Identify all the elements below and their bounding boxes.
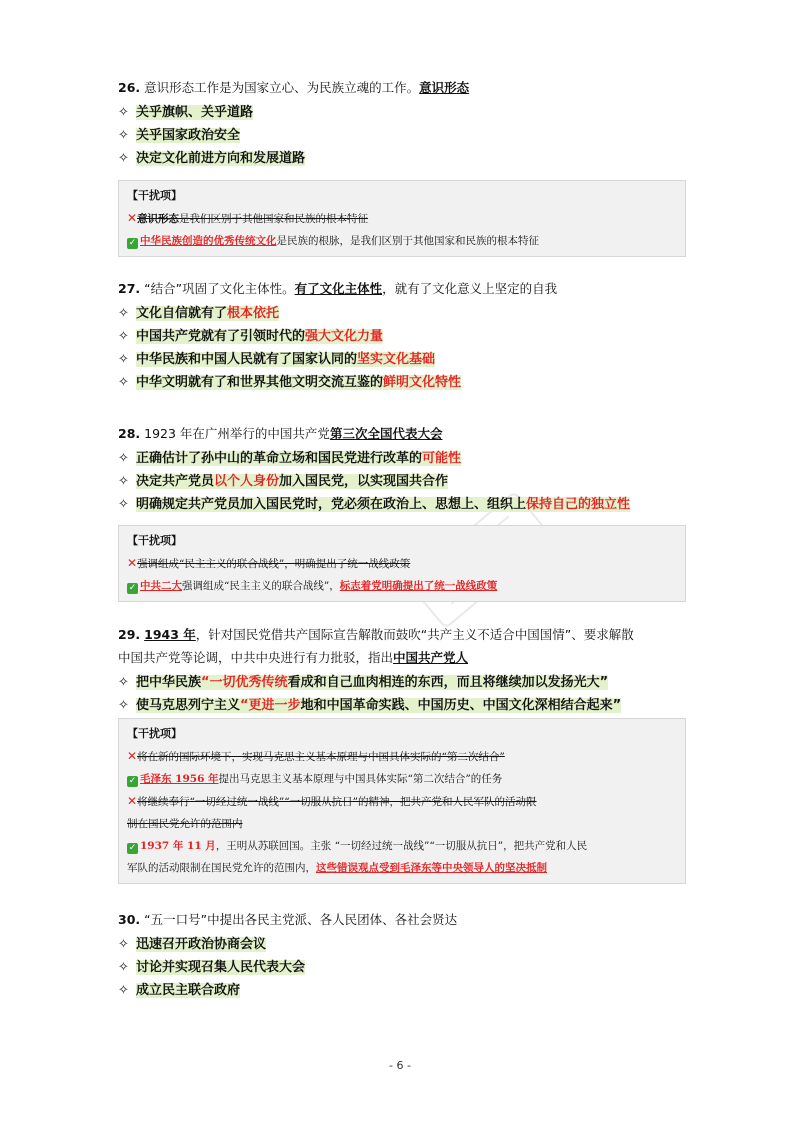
distractor-box — [118, 525, 686, 602]
wrong-statement: ✕将继续奉行“一切经过统一战线”“一切服从抗日”的精神，把共产党和人民军队的活动限 — [127, 794, 537, 808]
question-number: 29. — [118, 627, 141, 642]
cross-icon: ✕ — [127, 749, 138, 763]
diamond-icon: ✧ — [118, 352, 129, 367]
diamond-icon: ✧ — [118, 675, 129, 690]
question-30: 30. “五一口号”中提出各民主党派、各人民团体、各社会贤达 ✧ 迅速召开政治协商会议 ✧ 讨论并实现召集人民代表大会 ✧ 成立民主联合政府 — [118, 910, 457, 1002]
question-number: 30. — [118, 912, 141, 927]
diamond-icon: ✧ — [118, 474, 129, 489]
question-number: 28. — [118, 426, 141, 441]
wrong-statement: ✕意识形态是我们区别于其他国家和民族的根本特征 — [127, 211, 369, 225]
question-28: 28. 1923 年在广州举行的中国共产党第三次全国代表大会 ✧ 正确估计了孙中山的革命立场和国民党进行改革的可能性 ✧ 决定共产党员以个人身份加入国民党，以实现国共合作 ✧ 明确规定共产党员加入国民党时，党必须在政治上、思想上、组织上保持自己的独立性 — [118, 424, 630, 516]
list-item: ✧ 成立民主联合政府 — [118, 979, 457, 1002]
list-item: ✧ 决定文化前进方向和发展道路 — [118, 147, 469, 170]
wrong-statement: ✕强调组成“民主主义的联合战线”，明确提出了统一战线政策 — [127, 556, 411, 570]
diamond-icon: ✧ — [118, 151, 129, 166]
diamond-icon: ✧ — [118, 105, 129, 120]
diamond-icon: ✧ — [118, 306, 129, 321]
cross-icon: ✕ — [127, 211, 138, 225]
wrong-statement-continued: 制在国民党允许的范围内 — [127, 818, 243, 830]
list-item: ✧ 正确估计了孙中山的革命立场和国民党进行改革的可能性 — [118, 447, 630, 470]
question-number: 26. — [118, 80, 141, 95]
box-title: 【干扰项】 — [127, 189, 182, 202]
diamond-icon: ✧ — [118, 497, 129, 512]
right-statement: ✓ 中华民族创造的优秀传统文化是民族的根脉，是我们区别于其他国家和民族的根本特征 — [128, 235, 539, 248]
list-item: ✧ 把中华民族“一切优秀传统看成和自己血肉相连的东西，而且将继续加以发扬光大” — [118, 671, 634, 694]
diamond-icon: ✧ — [118, 983, 129, 998]
list-item: ✧ 明确规定共产党员加入国民党时，党必须在政治上、思想上、组织上保持自己的独立性 — [118, 493, 630, 516]
list-item: ✧ 使马克思列宁主义“更进一步地和中国革命实践、中国历史、中国文化深相结合起来” — [118, 694, 634, 717]
list-item: ✧ 决定共产党员以个人身份加入国民党，以实现国共合作 — [118, 470, 630, 493]
cross-icon: ✕ — [127, 556, 138, 570]
check-icon: ✓ — [128, 843, 137, 853]
distractor-box — [118, 180, 686, 257]
box-title: 【干扰项】 — [127, 534, 182, 547]
right-statement-continued: 军队的活动限制在国民党允许的范围内，这些错误观点受到毛泽东等中央领导人的坚决抵制 — [127, 862, 547, 874]
diamond-icon: ✧ — [118, 128, 129, 143]
check-icon: ✓ — [128, 583, 137, 593]
check-icon: ✓ — [128, 776, 137, 786]
diamond-icon: ✧ — [118, 960, 129, 975]
list-item: ✧ 文化自信就有了根本依托 — [118, 302, 557, 325]
wrong-statement: ✕将在新的国际环境下，实现马克思主义基本原理与中国具体实际的“第二次结合” — [127, 749, 505, 763]
list-item: ✧ 中华文明就有了和世界其他文明交流互鉴的鲜明文化特性 — [118, 371, 557, 394]
question-29: 29. 1943 年，针对国民党借共产国际宣告解散而鼓吹“共产主义不适合中国国情”、要求解散 中国共产党等论调，中共中央进行有力批驳，指出中国共产党人 ✧ 把中华民族“一切优秀传统看成和自己血肉相连的东西，而且将继续加以发扬光大” ✧ 使马克思列宁主义“更进一步地和中国革命实践、中国历史、中国文化深相结合起来” — [118, 625, 634, 717]
list-item: ✧ 中华民族和中国人民就有了国家认同的坚实文化基础 — [118, 348, 557, 371]
diamond-icon: ✧ — [118, 451, 129, 466]
list-item: ✧ 关乎国家政治安全 — [118, 124, 469, 147]
check-icon: ✓ — [128, 238, 137, 248]
question-26 — [118, 78, 469, 170]
distractor-box — [118, 718, 686, 884]
list-item: ✧ 中国共产党就有了引领时代的强大文化力量 — [118, 325, 557, 348]
diamond-icon: ✧ — [118, 329, 129, 344]
diamond-icon: ✧ — [118, 937, 129, 952]
list-item: ✧ 关乎旗帜、关乎道路 — [118, 101, 469, 124]
question-key: 意识形态 — [419, 80, 470, 95]
right-statement: ✓ 毛泽东 1956 年提出马克思主义基本原理与中国具体实际“第二次结合”的任务 — [128, 773, 503, 786]
question-27: 27. “结合”巩固了文化主体性。有了文化主体性，就有了文化意义上坚定的自我 ✧ 文化自信就有了根本依托 ✧ 中国共产党就有了引领时代的强大文化力量 ✧ 中华民族和中国人民就有了国家认同的坚实文化基础 ✧ 中华文明就有了和世界其他文明交流互鉴的鲜明文化特性 — [118, 279, 557, 394]
list-item: ✧ 迅速召开政治协商会议 — [118, 933, 457, 956]
right-statement: ✓ 中共二大强调组成“民主主义的联合战线”，标志着党明确提出了统一战线政策 — [128, 580, 498, 593]
diamond-icon: ✧ — [118, 375, 129, 390]
cross-icon: ✕ — [127, 794, 138, 808]
question-text: 意识形态工作是为国家立心、为民族立魂的工作。 — [144, 80, 420, 95]
page-number: - 6 - — [389, 1059, 411, 1072]
list-item: ✧ 讨论并实现召集人民代表大会 — [118, 956, 457, 979]
question-number: 27. — [118, 281, 141, 296]
diamond-icon: ✧ — [118, 698, 129, 713]
right-statement: ✓ 1937 年 11 月，王明从苏联回国。主张 “一切经过统一战线”“一切服从抗日”，把共产党和人民 — [128, 840, 588, 853]
box-title: 【干扰项】 — [127, 727, 182, 740]
